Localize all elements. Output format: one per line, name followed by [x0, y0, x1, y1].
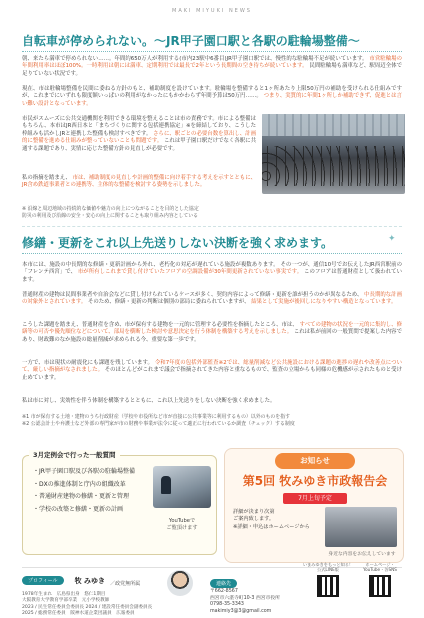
- contact: [210, 570, 300, 615]
- sns-qr-block[interactable]: [352, 562, 408, 597]
- article1-paragraph-3: [22, 116, 256, 153]
- qr-code-icon[interactable]: [369, 575, 391, 597]
- profile-line: 大阪教育大学教育学部卒業 元小学校教師: [22, 598, 110, 604]
- line-qr-caption-1: いまみゆきをもっと知る！: [302, 562, 354, 567]
- notice-date: 7月上旬予定: [283, 493, 347, 504]
- profile-line: 1978年生まれ 広島県出身 悠仁1期目: [22, 592, 106, 597]
- article2-note-2: ※2 公認会計士や弁護士など外部の専門家が市の財務や事業が法令に従って適正に行われているか調査（チェック）する制度: [22, 420, 295, 427]
- masthead: MAKI MIYUKI NEWS: [172, 8, 252, 14]
- notice-text-1: 詳細が決まり次第: [233, 509, 275, 515]
- article2-paragraph-4: [22, 360, 402, 382]
- general-question-box: [22, 451, 217, 555]
- youtube-note-line-1: YouTubeで: [168, 518, 196, 524]
- line-qr-block[interactable]: [300, 562, 356, 597]
- profile-lines: [22, 592, 202, 618]
- list-item: ・学校の改築と修繕・更新の計画: [33, 505, 124, 513]
- profile-line: 2025 / 総務常任委員 阪神水道企業団議員 広報委員: [22, 611, 135, 617]
- notice-text: [233, 509, 323, 531]
- list-item: ・普通財産建物の修繕・更新と管理: [33, 493, 130, 500]
- article2-paragraph-5: [22, 398, 402, 405]
- article2-p4-b: そのほとんどがこれまで議会で指摘されてきた内容と重なるもので、監査の立場からも同様の危機感が示されたものと受け止めています。: [22, 367, 402, 381]
- article1-notes: [22, 206, 402, 219]
- section-divider: [22, 226, 402, 227]
- notice-text-2: ご案内致します。: [233, 516, 275, 523]
- article2-p1-b: その一つが、通信10号でお伝えしたJR西宮駅前の「フレンテ西宮」で、: [22, 262, 402, 276]
- profile-party: ／政党無所属: [110, 581, 141, 587]
- article2-p4-highlight: 令和7年度の包括外部監査※2では、総量削減など公共施設における課題の進捗の遅れや改善点について、厳しい指摘がなされました。: [22, 360, 402, 374]
- article2-p2-a: 普通財産の建物は民間事業者や自治会などに貸し付けられているケースが多く、契約内容によって修繕・更新を誰が担うのかが異なるため、: [22, 292, 363, 298]
- meeting-photo: [325, 507, 397, 547]
- article2-paragraph-3: [22, 322, 402, 344]
- contact-email[interactable]: makimiy3@3@gmail.com: [210, 608, 272, 614]
- article1-p4-a: 私の指摘を踏まえ、: [22, 175, 71, 181]
- article1-p1-b: 民間駐輪場も満車など、駅周辺全体で足りていない状況です。: [22, 63, 402, 77]
- article2-paragraph-1: [22, 262, 402, 284]
- article2-p2-b: そのため、修繕・更新の判断は個別の部局に委ねられていますが、: [87, 299, 250, 306]
- sns-qr-caption-1: ホームページ・: [365, 562, 395, 567]
- article1-p2-highlight: つまり、実質的に年間1ヶ所しか補助できず、促進とは言い難い設計となっています。: [22, 93, 402, 107]
- article1-note-1: ※ 沿線と周辺地域の持続的な価値や魅力の向上につながることを目的とした協定: [22, 206, 199, 212]
- contact-postal: 〒662-8567: [210, 589, 238, 594]
- youtube-note-line-2: ご覧頂けます: [166, 525, 198, 531]
- contact-address: 西宮市六湛寺町10-3 西宮市役所: [210, 595, 280, 601]
- contact-phone[interactable]: 0798-35-3343: [210, 602, 244, 608]
- article2-p1-highlight: 市が所有しこれまで貸し付けていたフロアの空調設備が30年間更新されていない事実です。: [77, 269, 303, 276]
- article1-p3-a: 市民がスムーズに公共交通機関を利用できる環境を整えることは市の責務です。市による整備はもちろん、本市はJR西日本と「まちづくりに関する包括連携協定」※を締結しており、こうした枠組みも活かしJRと連携した整備も検討すべきです。: [22, 116, 256, 137]
- article1-note-2: 防災の利用及び沿線の安全・安心の向上に関することも取り組み内容としている: [22, 212, 199, 219]
- profile-label: プロフィール: [22, 576, 64, 585]
- list-item: ・DXの推進体制と庁内の組織改革: [33, 480, 126, 488]
- profile-line: 2023 / 民生常任委員会委員長 2024 / 建設常任委員会副委員長: [22, 604, 153, 610]
- photo-bicycles: [262, 146, 405, 186]
- youtube-note[interactable]: [153, 518, 211, 532]
- article2-p3-a: こうした課題を踏まえ、普通財産を含め、市が保有する建物を一元的に管理する必要性を指摘したところ、市は、: [22, 322, 298, 328]
- article2-p4-a: 一方で、市は現状の耐震化にも課題を残しています。: [22, 360, 154, 366]
- article2-note-1: ※1 市が保有する土地・建物のうち行政財産（学校や市役所など市が直接に公共事業等に利用するもの）以外のものを指す: [22, 414, 290, 420]
- notice-title: 第5回 牧みゆき市政報告会: [242, 474, 388, 488]
- bird-icon: ✦: [388, 234, 396, 244]
- article1-paragraph-4: [22, 175, 256, 190]
- general-question-list: [33, 466, 153, 516]
- article1-paragraph-2: [22, 86, 402, 108]
- article1-p1-a: 朝、来たら満車で停められない……。年間約650万人が利用する(市内23駅中6番目)JR甲子園口駅では、慢性的な駐輪場不足が続いています。: [22, 56, 368, 62]
- article1-p4-highlight: 市は、補助制度の見直しや計画的整備に向け着手する考えを示すとともに、JR含め鉄道事業者との連携等、主体的な整備を検討する姿勢を示しました。: [22, 175, 256, 189]
- bicycle-parking-photo: [262, 114, 405, 194]
- contact-label: 連絡先: [210, 579, 237, 588]
- article2-p2-highlight-2: 結果として実施が後回しになりやすい構造となっています。: [251, 299, 397, 306]
- profile-name: 牧 みゆき: [74, 576, 106, 585]
- article1-title: 自転車が停められない。～JR甲子園口駅と各駅の駐輪場整備～: [22, 34, 402, 52]
- photo-roof: [262, 114, 405, 136]
- article1-p2-a: 現在、市は駐輪場整備を民間に委ねる方針のもと、補助制度を設けています。駐輪場を整備すると1ヶ所あたり上限50万円の補助を受けられる仕組みですが、これまでにいずれも限度額いっぱいの利用がなかったにもかかわらず年間予算は50万円……。: [22, 86, 402, 100]
- report-meeting-notice: [224, 448, 404, 563]
- qr-code-icon[interactable]: [317, 575, 339, 597]
- article2-paragraph-2: [22, 292, 402, 307]
- article2-notes: [22, 414, 402, 427]
- article1-p3-b: これは甲子園口駅だけでなく各駅に共通する課題であり、実情に応じた整備方針の見直しが必要です。: [22, 138, 256, 152]
- notice-badge: お知らせ: [275, 453, 355, 469]
- article2-title: 修繕・更新をこれ以上先送りしない決断を強く求めます。: [22, 236, 402, 254]
- article2-p5-a: 私は市に対し、実効性を伴う体制を構築するとともに、これ以上先送りをしない決断を強く求めました。: [22, 398, 276, 404]
- article1-p1-highlight: 市営駐輪場の年間利用率はほぼ100%。一時利用は朝には満車、定期利用では最長で2年という長期間の空き待ちが続いています。: [22, 56, 402, 70]
- line-qr-caption-2: 公式LINE版: [317, 567, 339, 573]
- notice-text-3: ※詳細・申込はホームページから: [233, 523, 310, 530]
- general-question-title: 3月定例会で行った一般質問: [29, 450, 120, 459]
- article2-p3-highlight: すべての建物の状況を一元的に集約し、修繕等の可否や優先順位などについて、部局を横断した検討や意思決定を行う体制を構築する考えを示しました。: [22, 322, 402, 336]
- list-item: ・JR甲子園口駅及び各駅の駐輪場整備: [33, 468, 135, 475]
- avatar: [167, 570, 193, 596]
- article2-p1-a: 本市には、施設の中長期的な修繕・更新計画から外れ、老朽化の対応が遅れている施設が複数あります。: [22, 262, 279, 268]
- article2-p3-b: これは私が前回の一般質問で提案した内容であり、財政難のなか施設の総量削減が求められる今、重要な第一歩です。: [22, 329, 402, 343]
- assembly-photo: [153, 466, 211, 508]
- sns-qr-caption-2: YouTube・各SNS: [363, 567, 397, 573]
- article2-p2-highlight: 中長期的な計画の対象外とされています。: [22, 292, 402, 306]
- article1-paragraph-1: [22, 56, 402, 78]
- article2-p1-c: このフロアは普通財産として扱われています。: [22, 269, 403, 283]
- article1-p3-highlight: さらに、駅ごとの必要台数を算出し、計画的に整備を進める仕組みが整っていないことも問題です。: [22, 130, 256, 145]
- meeting-photo-caption: 身近な内容をお伝えしています: [328, 552, 396, 557]
